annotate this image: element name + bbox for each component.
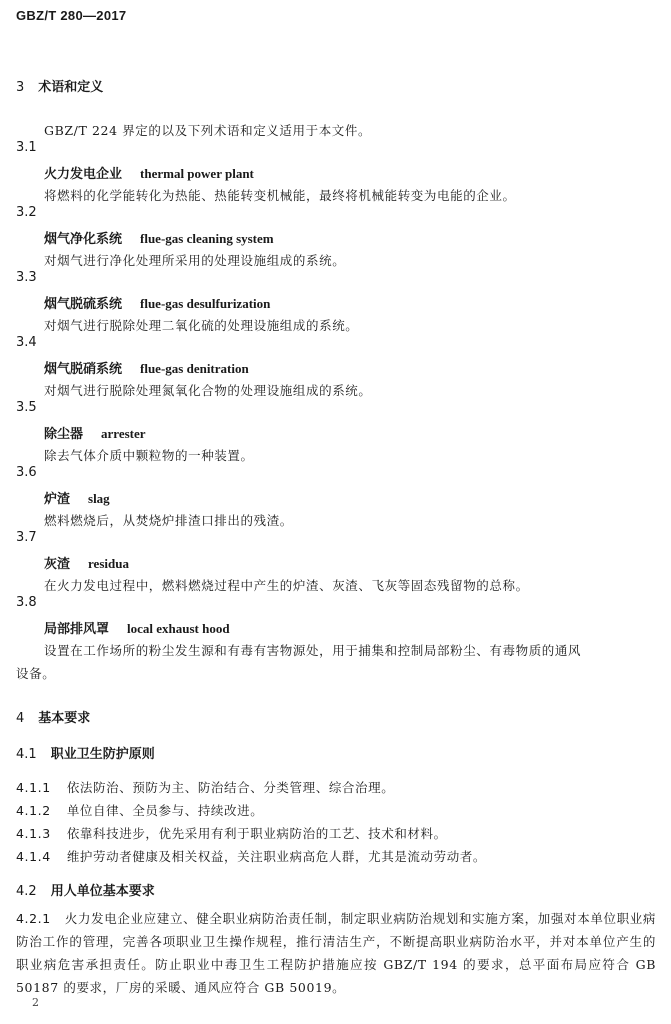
- clause-item: [16, 824, 447, 842]
- term-en: thermal power plant: [140, 166, 254, 181]
- clause-text: 维护劳动者健康及相关权益，关注职业病高危人群，尤其是流动劳动者。: [66, 849, 487, 864]
- section-number: 4: [16, 711, 25, 726]
- term-zh: 局部排风罩: [44, 622, 110, 637]
- clause-item: [16, 847, 486, 865]
- term-zh: 除尘器: [44, 427, 84, 442]
- subsection-title: 职业卫生防护原则: [50, 747, 155, 762]
- clause-text: 火力发电企业应建立、健全职业病防治责任制，制定职业病防治规划和实施方案，加强对本单位职业病防治工作的管理，完善各项职业卫生操作规程，推行清洁生产，不断提高职业病防治水平，并对本单位产生的职业病危害承担责任。防止职业中毒卫生工程防护措施应按 GBZ/T 194 的要求，总平面布局应符合 GB 50187 的要求，厂房的采暖、通风应符合 GB 50019。: [16, 911, 656, 995]
- clause-text: 依法防治、预防为主、防治结合、分类管理、综合治理。: [66, 780, 395, 795]
- term-number: 3.4: [16, 335, 37, 350]
- term-zh: 烟气净化系统: [44, 232, 123, 247]
- term-en: local exhaust hood: [127, 621, 230, 636]
- subsection-number: 4.1: [16, 747, 37, 762]
- term-en: arrester: [101, 426, 146, 441]
- term-definition: 除去气体介质中颗粒物的一种装置。: [44, 448, 254, 463]
- term-definition-continuation: 设备。: [16, 666, 56, 681]
- term-zh: 灰渣: [44, 557, 71, 572]
- term-number: 3.2: [16, 205, 37, 220]
- clause-paragraph: [16, 907, 656, 999]
- section-intro: GBZ/T 224 界定的以及下列术语和定义适用于本文件。: [44, 123, 372, 138]
- section-heading-3: [16, 76, 103, 95]
- section-title: 基本要求: [38, 711, 91, 726]
- term-title: [44, 228, 274, 247]
- term-number: 3.6: [16, 465, 37, 480]
- term-en: flue-gas cleaning system: [140, 231, 274, 246]
- section-number: 3: [16, 80, 25, 95]
- term-en: flue-gas denitration: [140, 361, 249, 376]
- term-number: 3.8: [16, 595, 37, 610]
- standard-code-header: GBZ/T 280—2017: [16, 8, 127, 23]
- term-title: [44, 358, 249, 377]
- term-title: [44, 163, 254, 182]
- clause-number: 4.1.3: [16, 826, 51, 841]
- term-title: [44, 618, 230, 637]
- term-title: [44, 293, 270, 312]
- term-title: [44, 553, 129, 572]
- term-zh: 烟气脱硝系统: [44, 362, 123, 377]
- term-number: 3.3: [16, 270, 37, 285]
- subsection-heading-4-1: [16, 743, 155, 762]
- term-definition: 对烟气进行净化处理所采用的处理设施组成的系统。: [44, 253, 346, 268]
- term-number: 3.7: [16, 530, 37, 545]
- clause-item: [16, 778, 394, 796]
- term-definition: 将燃料的化学能转化为热能、热能转变机械能，最终将机械能转变为电能的企业。: [44, 188, 516, 203]
- term-title: [44, 423, 146, 442]
- clause-number: 4.1.4: [16, 849, 51, 864]
- clause-text: 单位自律、全员参与、持续改进。: [66, 803, 264, 818]
- term-zh: 炉渣: [44, 492, 71, 507]
- term-number: 3.1: [16, 140, 37, 155]
- clause-number: 4.2.1: [16, 911, 51, 926]
- subsection-title: 用人单位基本要求: [50, 884, 155, 899]
- section-heading-4: [16, 707, 90, 726]
- term-zh: 烟气脱硫系统: [44, 297, 123, 312]
- term-definition: 对烟气进行脱除处理氮氧化合物的处理设施组成的系统。: [44, 383, 372, 398]
- term-definition: 设置在工作场所的粉尘发生源和有毒有害物源处，用于捕集和控制局部粉尘、有毒物质的通风: [44, 643, 582, 658]
- term-number: 3.5: [16, 400, 37, 415]
- clause-item: [16, 801, 263, 819]
- clause-text: 依靠科技进步，优先采用有利于职业病防治的工艺、技术和材料。: [66, 826, 447, 841]
- clause-number: 4.1.1: [16, 780, 51, 795]
- term-definition: 在火力发电过程中，燃料燃烧过程中产生的炉渣、灰渣、飞灰等固态残留物的总称。: [44, 578, 529, 593]
- term-definition: 对烟气进行脱除处理二氧化硫的处理设施组成的系统。: [44, 318, 359, 333]
- term-en: residua: [88, 556, 129, 571]
- clause-number: 4.1.2: [16, 803, 51, 818]
- page-number: 2: [32, 996, 39, 1009]
- subsection-heading-4-2: [16, 880, 155, 899]
- term-title: [44, 488, 110, 507]
- term-definition: 燃料燃烧后，从焚烧炉排渣口排出的残渣。: [44, 513, 293, 528]
- term-en: slag: [88, 491, 110, 506]
- term-zh: 火力发电企业: [44, 167, 123, 182]
- subsection-number: 4.2: [16, 884, 37, 899]
- term-en: flue-gas desulfurization: [140, 296, 271, 311]
- section-title: 术语和定义: [38, 80, 104, 95]
